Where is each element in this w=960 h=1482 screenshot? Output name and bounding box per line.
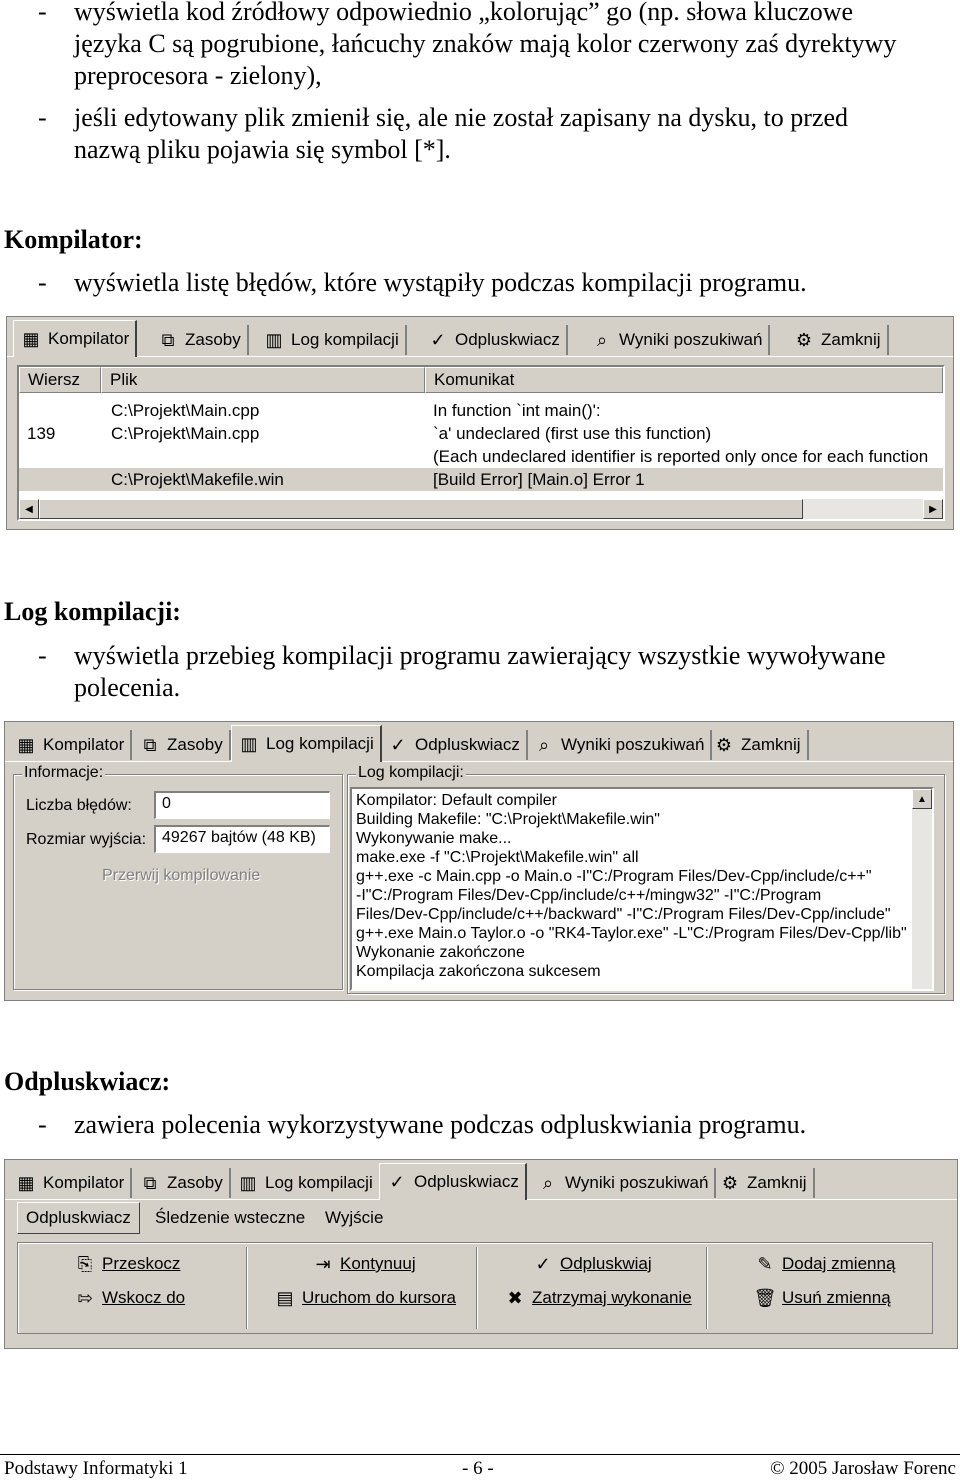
log-line: Kompilator: Default compiler — [356, 792, 557, 809]
intro-line: jeśli edytowany plik zmienił się, ale nie został zapisany na dysku, to przed — [74, 103, 849, 132]
footer-page-number: - 6 - — [462, 1458, 494, 1479]
divider — [476, 1247, 477, 1329]
tab-bar — [7, 317, 953, 357]
grid-icon: ▦ — [22, 328, 40, 349]
grid-icon: ▦ — [17, 734, 35, 755]
footer-course: Podstawy Informatyki 1 — [4, 1458, 188, 1479]
subtab-debugger[interactable]: Odpluskwiacz — [17, 1202, 140, 1234]
check-icon: ✓ — [389, 1171, 405, 1192]
vertical-scrollbar[interactable] — [912, 789, 932, 989]
cell-message: [Build Error] [Main.o] Error 1 — [433, 470, 645, 489]
output-size-label: Rozmiar wyjścia: — [26, 831, 147, 848]
tab-label: Zasoby — [167, 1173, 223, 1192]
grid-icon: ▦ — [17, 1172, 35, 1193]
scroll-left-icon[interactable]: ◀ — [19, 499, 39, 519]
tab-label: Kompilator — [43, 735, 125, 754]
tab-label: Zamknij — [747, 1173, 807, 1192]
check-icon: ✓ — [390, 734, 406, 755]
log-line: g++.exe Main.o Taylor.o -o "RK4-Taylor.exe" -L"C:/Program Files/Dev-Cpp/lib" — [356, 925, 907, 942]
section-text: polecenia. — [74, 673, 181, 702]
tab-odpluskwiacz[interactable] — [381, 730, 528, 760]
column-header-file[interactable]: Plik — [101, 367, 425, 393]
check-icon: ✓ — [430, 329, 446, 350]
abort-compile-button[interactable]: Przerwij kompilowanie — [102, 867, 261, 884]
button-label: Uruchom do kursora — [302, 1288, 457, 1307]
horizontal-scrollbar[interactable] — [19, 499, 943, 519]
section-heading-debugger: Odpluskwiacz: — [4, 1067, 171, 1096]
tab-label: Log kompilacji — [291, 330, 399, 349]
compiler-panel — [6, 316, 954, 530]
info-group-label: Informacje: — [24, 764, 104, 781]
log-line: Building Makefile: "C:\Projekt\Makefile.win" — [356, 811, 660, 828]
run-to-cursor-button[interactable] — [274, 1283, 456, 1313]
divider — [246, 1247, 247, 1329]
errors-count-label: Liczba błędów: — [26, 797, 132, 814]
tab-label: Wyniki poszukiwań — [561, 735, 705, 754]
add-watch-button[interactable] — [754, 1249, 895, 1279]
tab-kompilator[interactable] — [9, 1168, 132, 1198]
bullet-dash: - — [38, 268, 47, 297]
button-label: Przeskocz — [102, 1254, 181, 1273]
stop-icon: ✖ — [507, 1287, 523, 1308]
search-icon: ⌕ — [542, 1172, 554, 1193]
tab-zasoby[interactable] — [151, 325, 249, 355]
tab-label: Odpluskwiacz — [414, 1172, 519, 1191]
tab-bar — [5, 722, 953, 762]
log-line: Wykonywanie make... — [356, 830, 512, 847]
scroll-right-icon[interactable]: ▶ — [923, 499, 943, 519]
cell-message: `a' undeclared (first use this function) — [433, 424, 712, 443]
log-line: Files/Dev-Cpp/include/c++/backward" -I"C:/Program Files/Dev-Cpp/include" — [356, 906, 891, 923]
step-into-icon: ⇰ — [77, 1287, 93, 1308]
tab-label: Kompilator — [48, 329, 130, 348]
button-label: Kontynuuj — [340, 1254, 416, 1273]
tab-odpluskwiacz[interactable] — [421, 325, 568, 355]
section-heading-log: Log kompilacji: — [4, 597, 181, 626]
close-icon: ⚙ — [721, 1172, 739, 1193]
button-label: Odpluskwiaj — [560, 1254, 652, 1273]
add-watch-icon: ✎ — [757, 1253, 773, 1274]
search-icon: ⌕ — [538, 734, 550, 755]
tab-label: Odpluskwiacz — [455, 330, 560, 349]
subtab-output[interactable]: Wyjście — [325, 1208, 384, 1227]
tab-label: Log kompilacji — [266, 734, 374, 753]
tab-odpluskwiacz[interactable] — [379, 1163, 527, 1200]
cell-message: (Each undeclared identifier is reported only once for each function — [433, 447, 929, 466]
search-icon: ⌕ — [596, 329, 608, 350]
column-header-message[interactable]: Komunikat — [425, 367, 943, 393]
tab-log[interactable] — [231, 725, 382, 762]
log-panel — [4, 721, 954, 1001]
intro-line: wyświetla kod źródłowy odpowiednio „kolorując” go (np. słowa kluczowe — [74, 0, 854, 26]
tab-label: Kompilator — [43, 1173, 125, 1192]
table-row[interactable] — [19, 399, 943, 422]
table-row[interactable] — [19, 422, 943, 445]
tab-log[interactable] — [231, 1168, 381, 1198]
debug-button[interactable] — [532, 1249, 652, 1279]
tab-log[interactable] — [257, 325, 407, 355]
debugger-subtabs — [15, 1202, 945, 1234]
log-line: make.exe -f "C:\Projekt\Makefile.win" all — [356, 849, 639, 866]
tab-zasoby[interactable] — [133, 1168, 231, 1198]
resources-icon: ⧉ — [143, 1172, 157, 1193]
column-header-line[interactable]: Wiersz — [19, 367, 101, 393]
step-into-button[interactable] — [74, 1283, 185, 1313]
chart-icon: ▥ — [239, 1172, 257, 1193]
footer-copyright: © 2005 Jarosław Forenc — [770, 1458, 956, 1479]
tab-wyniki[interactable] — [531, 1168, 716, 1198]
log-line: g++.exe -c Main.cpp -o Main.o -I"C:/Program Files/Dev-Cpp/include/c++" — [356, 868, 872, 885]
continue-button[interactable] — [312, 1249, 416, 1279]
log-line: -I"C:/Program Files/Dev-Cpp/include/c++/mingw32" -I"C:/Program — [356, 887, 822, 904]
stop-execution-button[interactable] — [504, 1283, 692, 1313]
table-row[interactable] — [19, 445, 943, 468]
intro-line: preprocesora - zielony), — [74, 61, 322, 90]
button-label: Wskocz do — [102, 1288, 186, 1307]
cell-file: C:\Projekt\Main.cpp — [111, 424, 260, 443]
info-groupbox — [13, 764, 343, 990]
section-text: wyświetla przebieg kompilacji programu zawierający wszystkie wywoływane — [74, 641, 886, 670]
trash-icon: 🗑 — [753, 1287, 777, 1308]
divider — [706, 1247, 707, 1329]
run-to-cursor-icon: ▤ — [276, 1287, 294, 1308]
step-over-button[interactable] — [74, 1249, 180, 1279]
bullet-dash: - — [38, 1110, 47, 1139]
log-output[interactable] — [350, 787, 934, 991]
log-groupbox — [347, 764, 945, 994]
tab-bar — [5, 1160, 957, 1200]
tab-kompilator[interactable] — [9, 730, 132, 760]
tab-wyniki[interactable] — [585, 325, 770, 355]
resources-icon: ⧉ — [161, 329, 175, 350]
tab-kompilator[interactable] — [13, 320, 137, 357]
step-over-icon: ⎘ — [77, 1253, 93, 1274]
output-size-field[interactable]: 49267 bajtów (48 KB) — [154, 825, 330, 853]
log-line: Kompilacja zakończona sukcesem — [356, 963, 601, 980]
table-row[interactable] — [19, 468, 943, 491]
check-icon: ✓ — [535, 1253, 551, 1274]
tab-label: Wyniki poszukiwań — [565, 1173, 709, 1192]
chart-icon: ▥ — [240, 733, 258, 754]
intro-line: języka C są pogrubione, łańcuchy znaków mają kolor czerwony zaś dyrektywy — [74, 29, 897, 58]
tab-zamknij[interactable] — [713, 1168, 815, 1198]
bullet-dash: - — [38, 103, 47, 132]
section-text: wyświetla listę błędów, które wystąpiły podczas kompilacji programu. — [74, 268, 807, 297]
button-label: Usuń zmienną — [782, 1288, 891, 1307]
debugger-buttons-area — [17, 1242, 933, 1334]
section-text: zawiera polecenia wykorzystywane podczas odpluskwiania programu. — [74, 1110, 807, 1139]
resources-icon: ⧉ — [143, 734, 157, 755]
tab-zamknij[interactable] — [707, 730, 809, 760]
tab-label: Zasoby — [185, 330, 241, 349]
tab-wyniki[interactable] — [527, 730, 712, 760]
scroll-thumb[interactable] — [39, 499, 803, 519]
intro-line: nazwą pliku pojawia się symbol [*]. — [74, 135, 451, 164]
log-line: Wykonanie zakończone — [356, 944, 525, 961]
tab-label: Log kompilacji — [265, 1173, 373, 1192]
remove-watch-button[interactable] — [754, 1283, 891, 1313]
errors-count-field[interactable]: 0 — [154, 791, 330, 819]
button-label: Dodaj zmienną — [782, 1254, 896, 1273]
footer-rule — [0, 1454, 960, 1455]
tab-label: Odpluskwiacz — [415, 735, 520, 754]
errors-list[interactable] — [17, 365, 945, 521]
bullet-dash: - — [38, 641, 47, 670]
section-heading-kompilator: Kompilator: — [4, 225, 143, 254]
chart-icon: ▥ — [265, 329, 283, 350]
bullet-dash: - — [38, 0, 47, 26]
tab-label: Wyniki poszukiwań — [619, 330, 763, 349]
close-icon: ⚙ — [795, 329, 813, 350]
cell-message: In function `int main()': — [433, 401, 601, 420]
debugger-panel — [4, 1159, 958, 1349]
tab-zamknij[interactable] — [787, 325, 889, 355]
tab-label: Zamknij — [741, 735, 801, 754]
subtab-backtrace[interactable]: Śledzenie wsteczne — [155, 1208, 306, 1227]
cell-line: 139 — [27, 424, 56, 443]
button-label: Zatrzymaj wykonanie — [532, 1288, 692, 1307]
log-group-label: Log kompilacji: — [358, 764, 464, 781]
tab-label: Zamknij — [821, 330, 881, 349]
tab-label: Zasoby — [167, 735, 223, 754]
scroll-up-icon[interactable]: ▲ — [912, 789, 932, 809]
tab-zasoby[interactable] — [133, 730, 231, 760]
cell-file: C:\Projekt\Makefile.win — [111, 470, 284, 489]
close-icon: ⚙ — [715, 734, 733, 755]
cell-file: C:\Projekt\Main.cpp — [111, 401, 260, 420]
continue-icon: ⇥ — [315, 1253, 331, 1274]
